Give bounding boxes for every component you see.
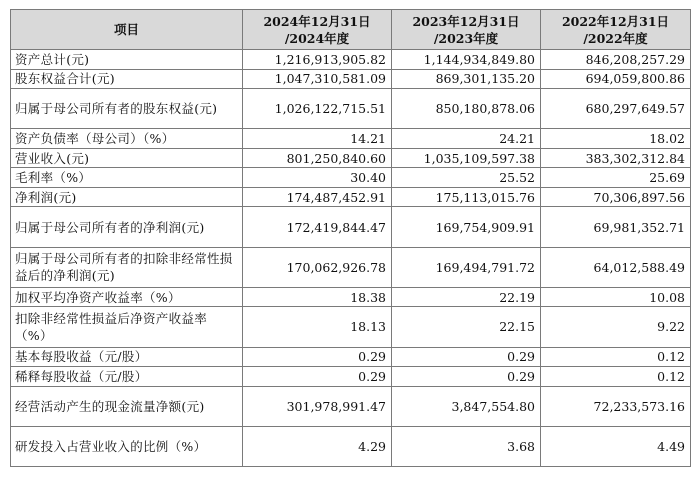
row-label: 基本每股收益（元/股）: [11, 347, 243, 367]
header-2024: [243, 10, 392, 50]
value-2023: 22.19: [392, 287, 541, 307]
header-2023-date: 2023年12月31日: [412, 13, 520, 29]
value-2024: 0.29: [243, 367, 392, 387]
row-label: 归属于母公司所有者的扣除非经常性损益后的净利润(元): [11, 247, 243, 287]
row-label: 净利润(元): [11, 187, 243, 207]
value-2024: 18.13: [243, 307, 392, 347]
value-2022: 10.08: [541, 287, 691, 307]
header-2023: [392, 10, 541, 50]
table-header-row: [11, 10, 691, 50]
value-2022: 64,012,588.49: [541, 247, 691, 287]
value-2022: 0.12: [541, 347, 691, 367]
row-label: 研发投入占营业收入的比例（%）: [11, 426, 243, 466]
header-2022-year: /2022年度: [583, 30, 648, 46]
row-label: 毛利率（%）: [11, 168, 243, 188]
value-2023: 3,847,554.80: [392, 386, 541, 426]
financial-data-table: [10, 9, 691, 467]
value-2022: 25.69: [541, 168, 691, 188]
table-row: [11, 187, 691, 207]
row-label: 稀释每股收益（元/股）: [11, 367, 243, 387]
value-2024: 170,062,926.78: [243, 247, 392, 287]
value-2023: 1,144,934,849.80: [392, 50, 541, 70]
row-label: 加权平均净资产收益率（%）: [11, 287, 243, 307]
row-label: 资产总计(元): [11, 50, 243, 70]
table-row: [11, 129, 691, 149]
value-2024: 172,419,844.47: [243, 207, 392, 247]
value-2024: 0.29: [243, 347, 392, 367]
value-2024: 301,978,991.47: [243, 386, 392, 426]
value-2023: 169,754,909.91: [392, 207, 541, 247]
table-row: [11, 168, 691, 188]
row-label: 股东权益合计(元): [11, 69, 243, 89]
table-row: [11, 69, 691, 89]
value-2023: 1,035,109,597.38: [392, 148, 541, 168]
header-2024-date: 2024年12月31日: [263, 13, 371, 29]
value-2024: 174,487,452.91: [243, 187, 392, 207]
value-2024: 1,216,913,905.82: [243, 50, 392, 70]
value-2022: 18.02: [541, 129, 691, 149]
value-2024: 1,047,310,581.09: [243, 69, 392, 89]
value-2023: 0.29: [392, 347, 541, 367]
row-label: 资产负债率（母公司）（%）: [11, 129, 243, 149]
header-2024-year: /2024年度: [284, 30, 350, 46]
header-2023-year: /2023年度: [433, 30, 499, 46]
row-label: 经营活动产生的现金流量净额(元): [11, 386, 243, 426]
table-row: [11, 89, 691, 129]
row-label: 营业收入(元): [11, 148, 243, 168]
value-2023: 869,301,135.20: [392, 69, 541, 89]
value-2023: 25.52: [392, 168, 541, 188]
header-2022-date: 2022年12月31日: [561, 13, 670, 29]
table-row: [11, 386, 691, 426]
table-row: [11, 287, 691, 307]
row-label: 归属于母公司所有者的净利润(元): [11, 207, 243, 247]
header-2022: [541, 10, 691, 50]
value-2024: 30.40: [243, 168, 392, 188]
value-2022: 694,059,800.86: [541, 69, 691, 89]
value-2023: 169,494,791.72: [392, 247, 541, 287]
table-row: [11, 426, 691, 466]
table-row: [11, 50, 691, 70]
value-2022: 4.49: [541, 426, 691, 466]
value-2022: 846,208,257.29: [541, 50, 691, 70]
value-2023: 22.15: [392, 307, 541, 347]
table-row: [11, 307, 691, 347]
row-label: 扣除非经常性损益后净资产收益率（%）: [11, 307, 243, 347]
value-2022: 70,306,897.56: [541, 187, 691, 207]
table-row: [11, 347, 691, 367]
table-row: [11, 148, 691, 168]
value-2022: 69,981,352.71: [541, 207, 691, 247]
value-2024: 801,250,840.60: [243, 148, 392, 168]
table-row: [11, 367, 691, 387]
value-2022: 680,297,649.57: [541, 89, 691, 129]
value-2023: 3.68: [392, 426, 541, 466]
value-2022: 383,302,312.84: [541, 148, 691, 168]
value-2023: 0.29: [392, 367, 541, 387]
value-2022: 0.12: [541, 367, 691, 387]
value-2023: 24.21: [392, 129, 541, 149]
value-2024: 18.38: [243, 287, 392, 307]
value-2024: 14.21: [243, 129, 392, 149]
value-2024: 1,026,122,715.51: [243, 89, 392, 129]
row-label: 归属于母公司所有者的股东权益(元): [11, 89, 243, 129]
table-row: [11, 247, 691, 287]
table-row: [11, 207, 691, 247]
value-2023: 175,113,015.76: [392, 187, 541, 207]
value-2023: 850,180,878.06: [392, 89, 541, 129]
value-2022: 9.22: [541, 307, 691, 347]
header-item: 项目: [11, 10, 243, 50]
value-2022: 72,233,573.16: [541, 386, 691, 426]
value-2024: 4.29: [243, 426, 392, 466]
